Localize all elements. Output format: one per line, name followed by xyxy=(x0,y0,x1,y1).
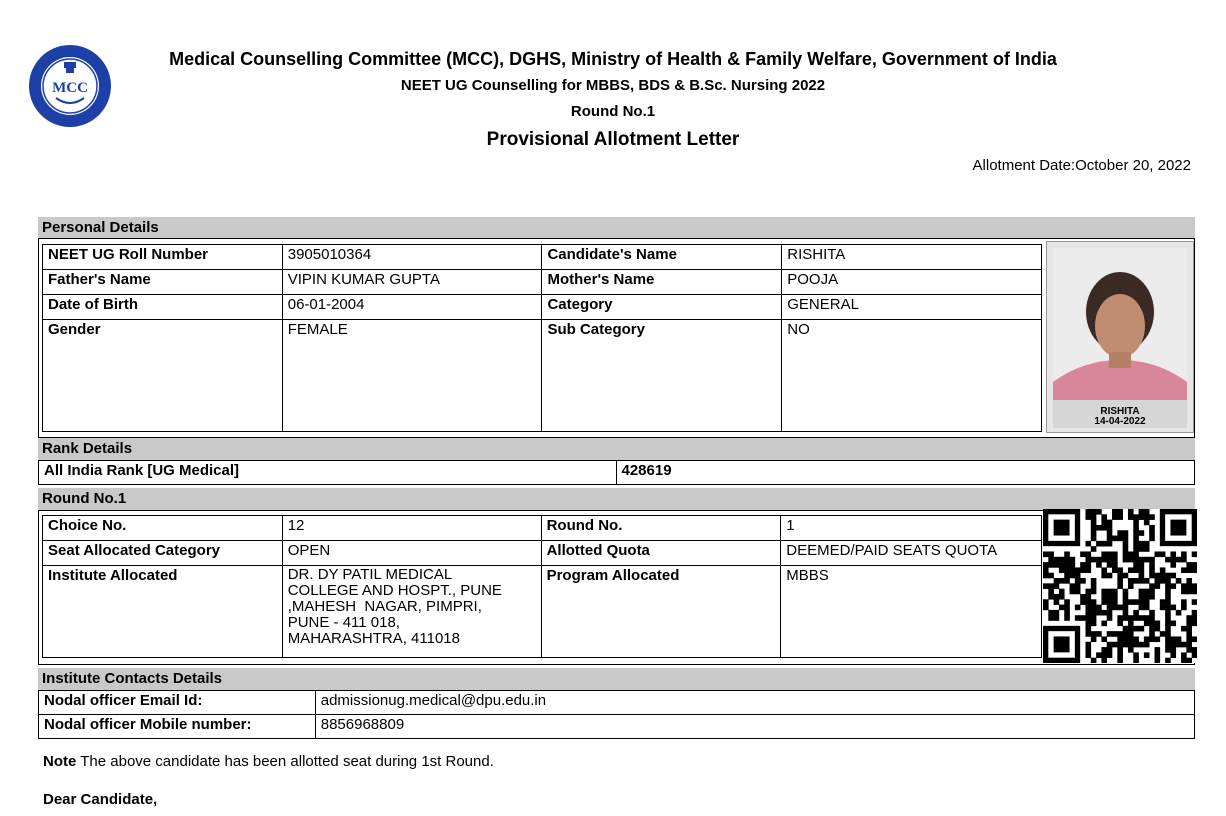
mobile-label: Nodal officer Mobile number: xyxy=(39,715,316,739)
note-label: Note xyxy=(43,753,77,770)
choice-label: Choice No. xyxy=(43,516,283,541)
roll-value: 3905010364 xyxy=(282,245,542,270)
page-subtitle: NEET UG Counselling for MBBS, BDS & B.Sc. Nursing 2022 xyxy=(400,77,826,94)
quota-label: Allotted Quota xyxy=(541,541,781,566)
qr-code xyxy=(1043,509,1197,663)
mother-value: POOJA xyxy=(782,270,1042,295)
institute-line: COLLEGE AND HOSPT., PUNE xyxy=(287,582,502,599)
photo-caption-name: RISHITA xyxy=(1100,406,1140,417)
mobile-value: 8856968809 xyxy=(315,715,1194,739)
note-text: The above candidate has been allotted seat during 1st Round. xyxy=(76,753,494,770)
mcc-logo xyxy=(28,44,112,128)
photo-caption-date: 14-04-2022 xyxy=(1094,416,1146,427)
round-table xyxy=(42,515,1042,658)
institute-line: ,MAHESH NAGAR, PIMPRI, xyxy=(287,598,482,615)
institute-contacts-header: Institute Contacts Details xyxy=(38,668,1195,690)
institute-line: MAHARASHTRA, 411018 xyxy=(287,630,460,647)
email-value: admissionug.medical@dpu.edu.in xyxy=(315,691,1194,715)
subcategory-label: Sub Category xyxy=(542,320,782,432)
page-title: Medical Counselling Committee (MCC), DGHS, Ministry of Health & Family Welfare, Government of India xyxy=(169,49,1057,69)
institute-label: Institute Allocated xyxy=(43,566,283,658)
note xyxy=(43,753,494,770)
institute-value xyxy=(282,566,541,658)
round-details-header: Round No.1 xyxy=(38,488,1195,510)
roll-label: NEET UG Roll Number xyxy=(43,245,283,270)
dob-label: Date of Birth xyxy=(43,295,283,320)
salutation: Dear Candidate, xyxy=(43,791,158,808)
contacts-table xyxy=(38,690,1195,739)
quota-value: DEEMED/PAID SEATS QUOTA xyxy=(781,541,1042,566)
logo-text: MCC xyxy=(52,80,88,96)
candidate-name-value: RISHITA xyxy=(782,245,1042,270)
personal-details-table xyxy=(42,244,1042,432)
candidate-name-label: Candidate's Name xyxy=(542,245,782,270)
program-label: Program Allocated xyxy=(541,566,781,658)
dob-value: 06-01-2004 xyxy=(282,295,542,320)
personal-details-header: Personal Details xyxy=(38,217,1195,239)
rank-details-header: Rank Details xyxy=(38,438,1195,460)
email-label: Nodal officer Email Id: xyxy=(39,691,316,715)
institute-line: DR. DY PATIL MEDICAL xyxy=(287,566,453,583)
program-value: MBBS xyxy=(781,566,1042,658)
candidate-photo xyxy=(1046,241,1194,433)
round-no-label: Round No. xyxy=(541,516,781,541)
gender-label: Gender xyxy=(43,320,283,432)
subcategory-value: NO xyxy=(782,320,1042,432)
father-label: Father's Name xyxy=(43,270,283,295)
category-value: GENERAL xyxy=(782,295,1042,320)
air-label: All India Rank [UG Medical] xyxy=(39,461,617,485)
round-heading: Round No.1 xyxy=(570,103,656,120)
rank-table xyxy=(38,460,1195,485)
letter-title: Provisional Allotment Letter xyxy=(486,129,740,150)
category-label: Category xyxy=(542,295,782,320)
gender-value: FEMALE xyxy=(282,320,542,432)
round-no-value: 1 xyxy=(781,516,1042,541)
seat-category-value: OPEN xyxy=(282,541,541,566)
seat-category-label: Seat Allocated Category xyxy=(43,541,283,566)
mother-label: Mother's Name xyxy=(542,270,782,295)
father-value: VIPIN KUMAR GUPTA xyxy=(282,270,542,295)
air-value: 428619 xyxy=(616,461,1195,485)
choice-value: 12 xyxy=(282,516,541,541)
institute-line: PUNE - 411 018, xyxy=(287,614,400,631)
allotment-date: Allotment Date:October 20, 2022 xyxy=(972,157,1191,174)
